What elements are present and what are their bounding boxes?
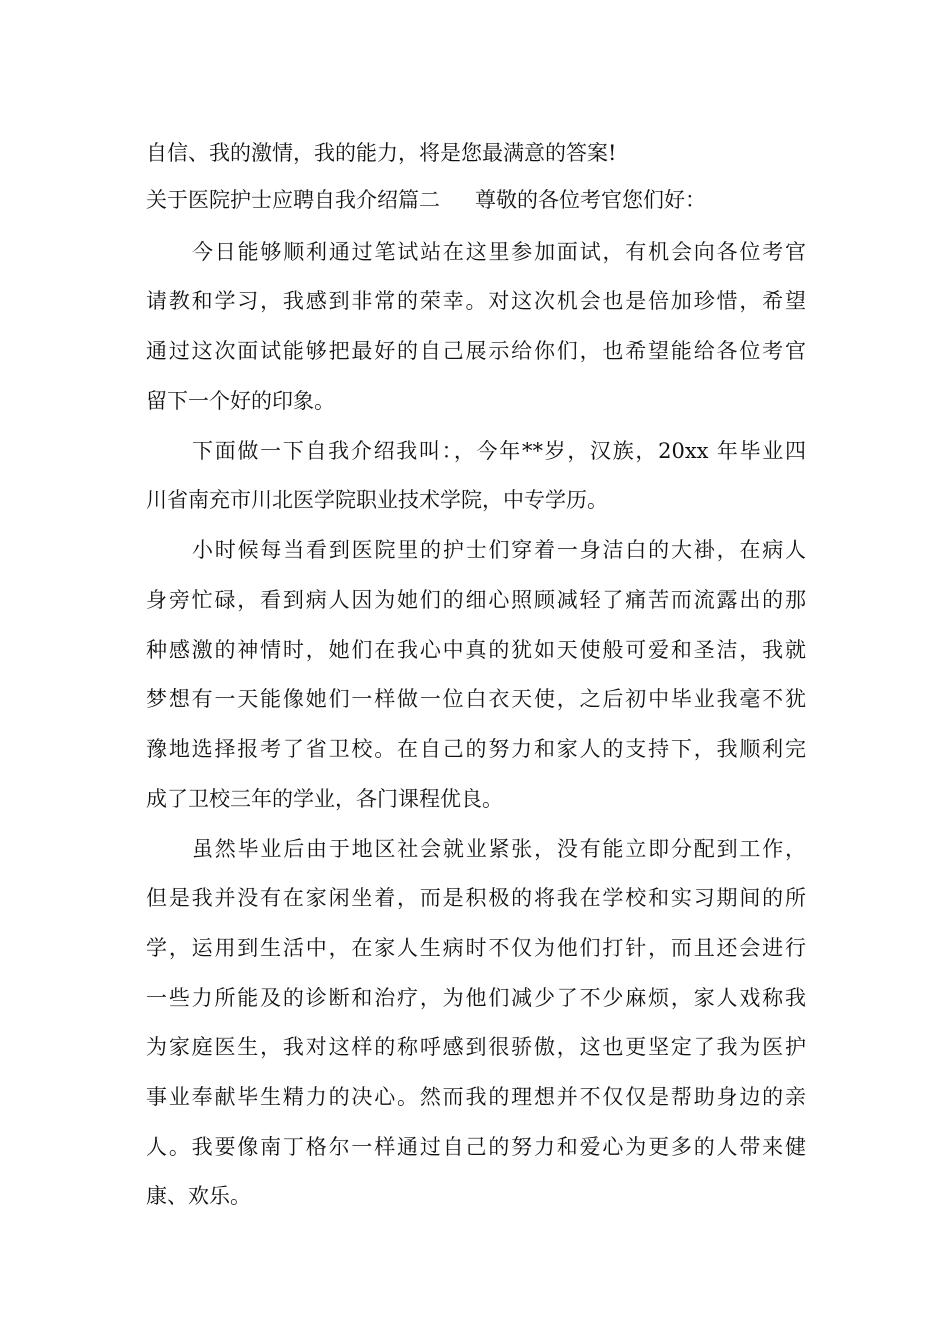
paragraph-line: 身旁忙碌，看到病人因为她们的细心照顾减轻了痛苦而流露出的那 bbox=[146, 588, 806, 612]
paragraph-line: 留下一个好的印象。 bbox=[146, 389, 335, 413]
paragraph-line: 豫地选择报考了省卫校。在自己的努力和家人的支持下，我顺利完 bbox=[146, 737, 806, 761]
paragraph-line: 事业奉献毕生精力的决心。然而我的理想并不仅仅是帮助身边的亲 bbox=[146, 1085, 806, 1109]
paragraph-line: 下面做一下自我介绍我叫：，今年**岁，汉族，20xx 年毕业四 bbox=[192, 439, 806, 463]
section-heading-row bbox=[146, 185, 706, 215]
text-line: 自信、我的激情，我的能力，将是您最满意的答案! bbox=[146, 141, 617, 165]
greeting: 尊敬的各位考官您们好： bbox=[475, 188, 706, 212]
section-title: 关于医院护士应聘自我介绍篇二 bbox=[146, 188, 440, 212]
paragraph-line: 康、欢乐。 bbox=[146, 1184, 251, 1208]
paragraph-line: 学，运用到生活中，在家人生病时不仅为他们打针，而且还会进行 bbox=[146, 936, 806, 960]
paragraph-line: 通过这次面试能够把最好的自己展示给你们，也希望能给各位考官 bbox=[146, 339, 806, 363]
paragraph-line: 小时候每当看到医院里的护士们穿着一身洁白的大褂，在病人 bbox=[192, 538, 806, 562]
paragraph-line: 成了卫校三年的学业，各门课程优良。 bbox=[146, 787, 503, 811]
paragraph-line: 人。我要像南丁格尔一样通过自己的努力和爱心为更多的人带来健 bbox=[146, 1135, 806, 1159]
paragraph-line: 请教和学习，我感到非常的荣幸。对这次机会也是倍加珍惜，希望 bbox=[146, 289, 806, 313]
paragraph-line: 虽然毕业后由于地区社会就业紧张，没有能立即分配到工作， bbox=[192, 837, 806, 861]
paragraph-line: 一些力所能及的诊断和治疗，为他们减少了不少麻烦，家人戏称我 bbox=[146, 986, 806, 1010]
paragraph-line: 川省南充市川北医学院职业技术学院，中专学历。 bbox=[146, 488, 608, 512]
paragraph-line: 今日能够顺利通过笔试站在这里参加面试，有机会向各位考官 bbox=[192, 240, 806, 264]
paragraph-line: 但是我并没有在家闲坐着，而是积极的将我在学校和实习期间的所 bbox=[146, 886, 806, 910]
paragraph-line: 种感激的神情时，她们在我心中真的犹如天使般可爱和圣洁，我就 bbox=[146, 638, 806, 662]
paragraph-line: 梦想有一天能像她们一样做一位白衣天使，之后初中毕业我毫不犹 bbox=[146, 687, 806, 711]
paragraph-line: 为家庭医生，我对这样的称呼感到很骄傲，这也更坚定了我为医护 bbox=[146, 1035, 806, 1059]
